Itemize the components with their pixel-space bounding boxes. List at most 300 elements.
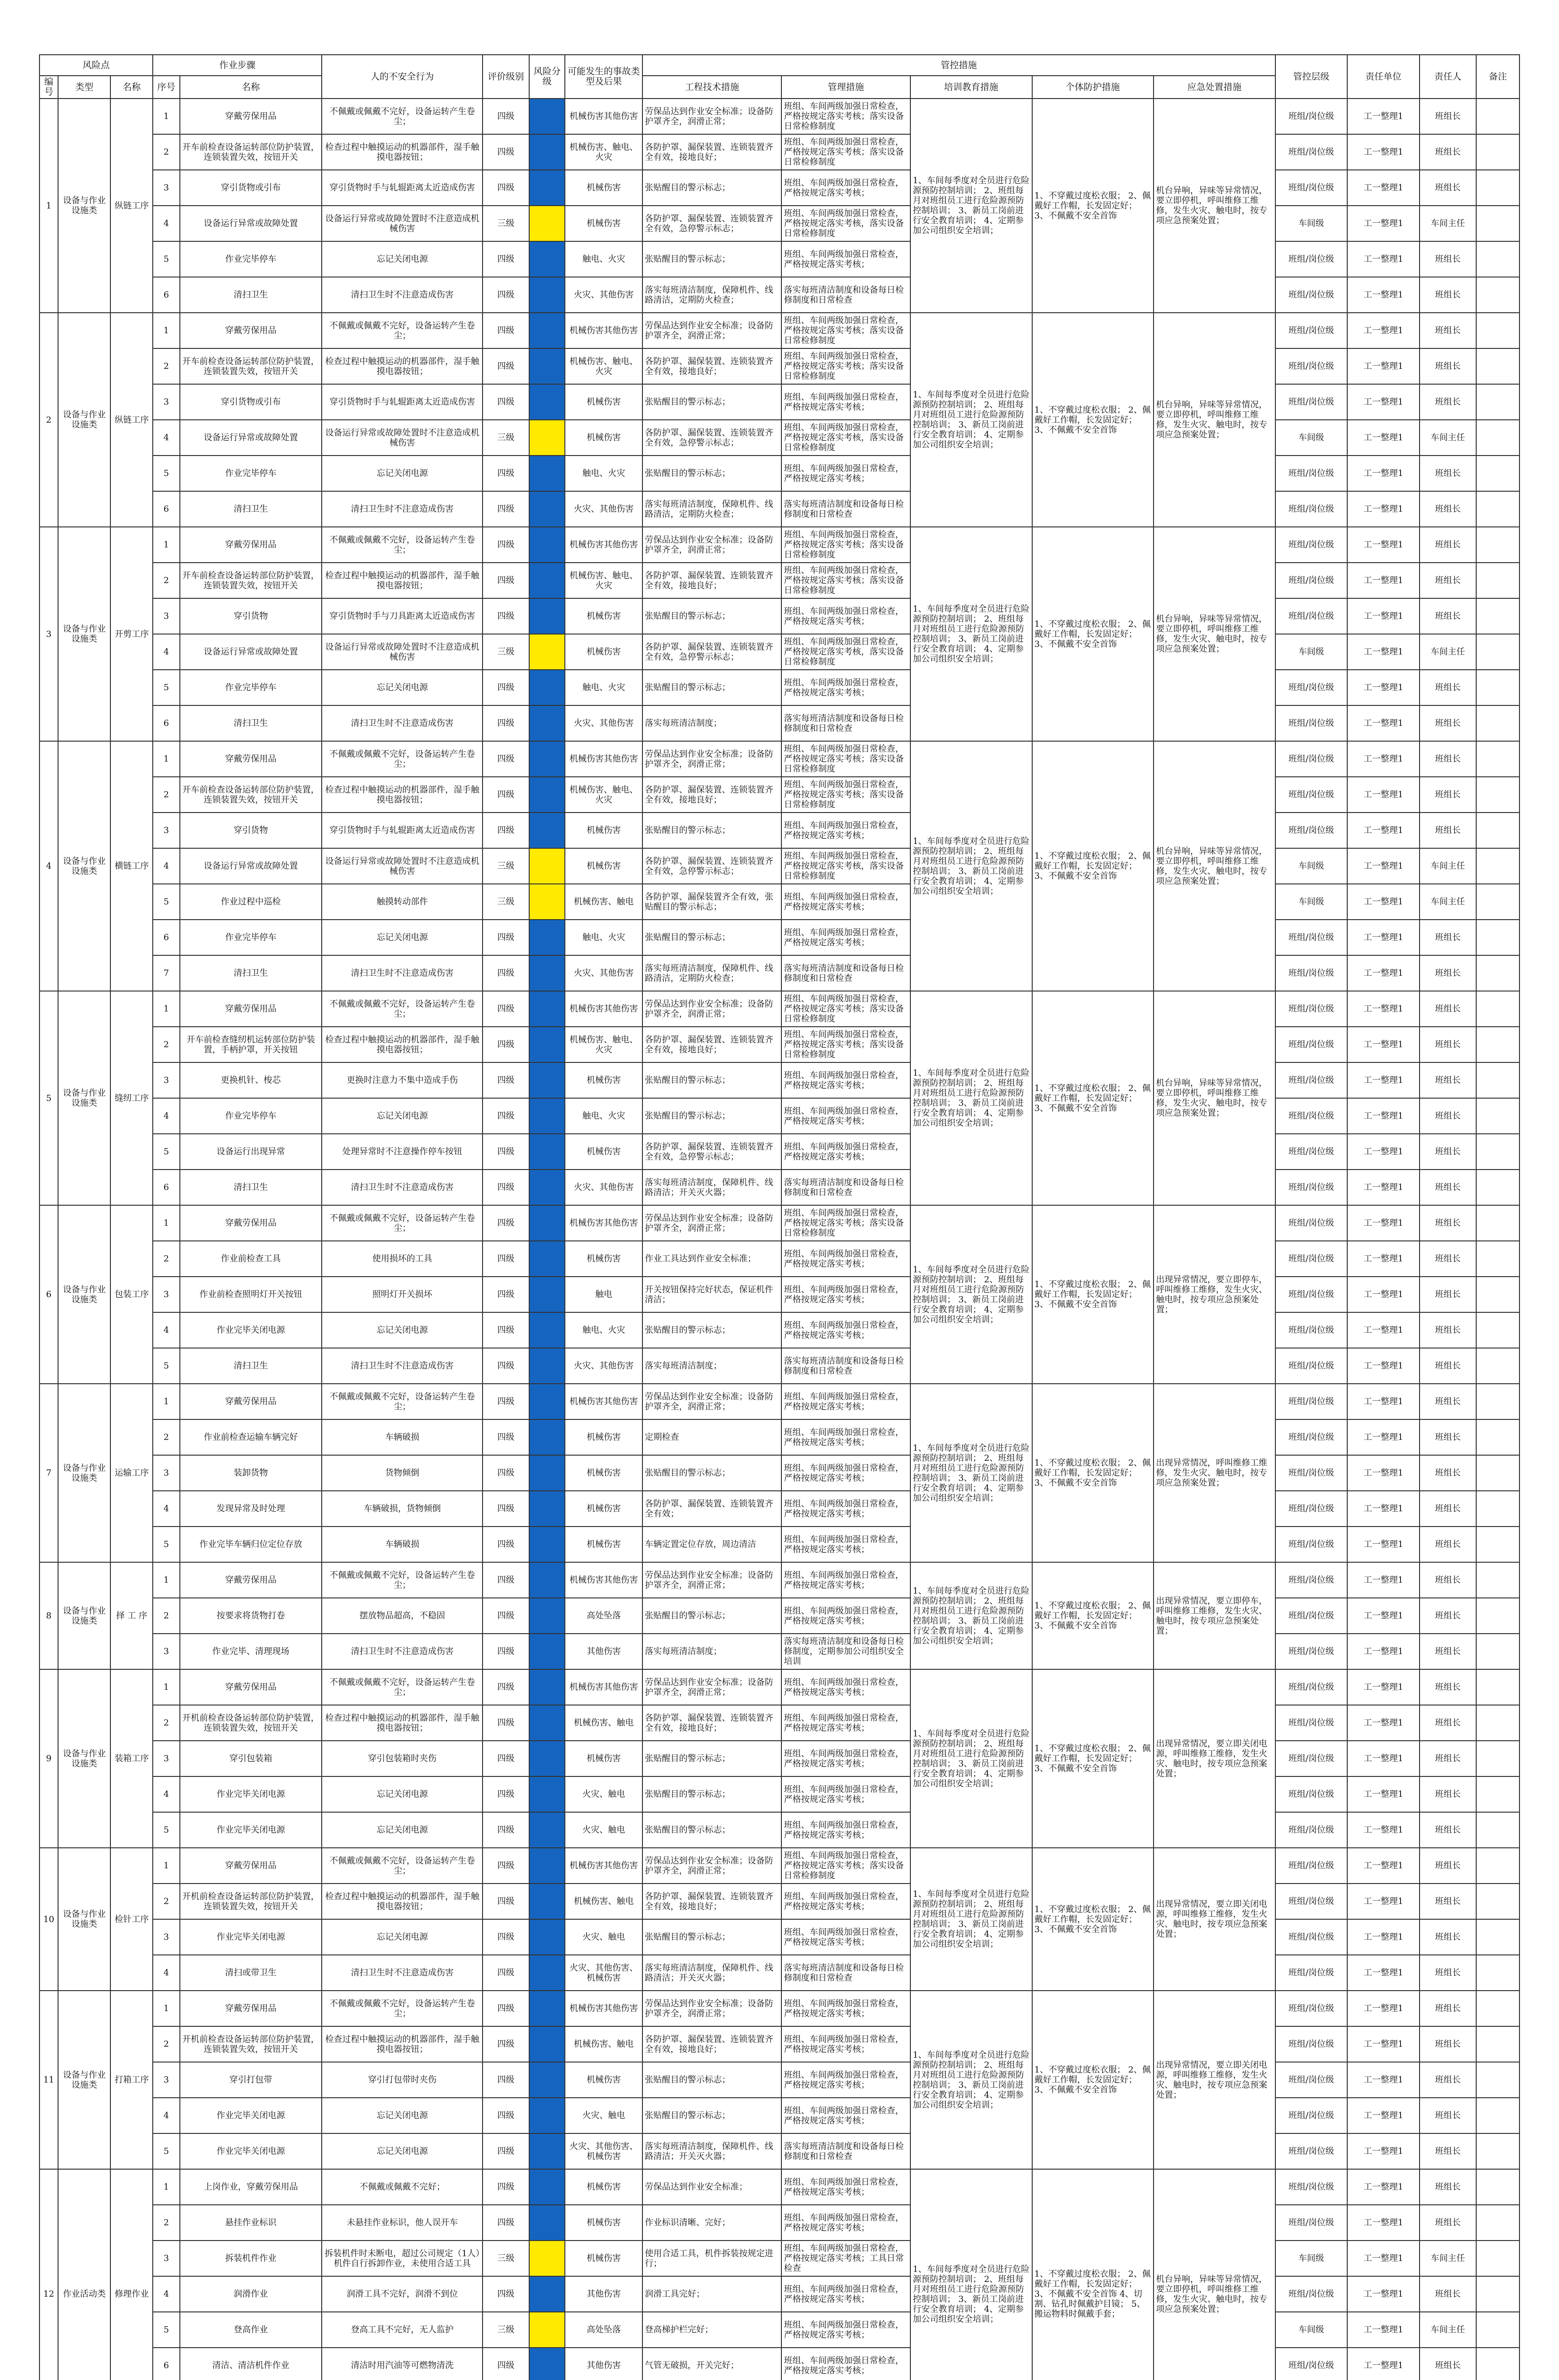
eval-level: 四级 xyxy=(483,920,529,955)
step-seq: 1 xyxy=(153,2169,179,2205)
table-row xyxy=(39,313,1520,348)
risk-color-cell xyxy=(529,2062,565,2098)
step-name: 作业前检查照明灯开关按钮 xyxy=(180,1277,322,1312)
eval-level: 四级 xyxy=(483,1741,529,1776)
engineering-measure: 劳保品达到作业安全标准；设备防护罩齐全，润滑正常； xyxy=(642,741,781,777)
remark xyxy=(1476,1634,1520,1669)
accident-type: 机械伤害 xyxy=(565,598,642,634)
responsible-unit: 工一整理1 xyxy=(1347,2205,1420,2241)
eval-level: 四级 xyxy=(483,813,529,848)
group-name: 缝纫工序 xyxy=(110,991,153,1205)
responsible-person: 班组长 xyxy=(1420,1205,1476,1241)
eval-level: 四级 xyxy=(483,1527,529,1562)
responsible-person: 班组长 xyxy=(1420,920,1476,955)
step-seq: 7 xyxy=(153,955,179,991)
eval-level: 四级 xyxy=(483,348,529,384)
step-seq: 4 xyxy=(153,1491,179,1527)
step-name: 作业过程中巡检 xyxy=(180,884,322,920)
responsible-unit: 工一整理1 xyxy=(1347,384,1420,420)
responsible-unit: 工一整理1 xyxy=(1347,2241,1420,2276)
step-name: 穿戴劳保用品 xyxy=(180,313,322,348)
control-level: 班组/岗位级 xyxy=(1275,491,1348,527)
step-seq: 1 xyxy=(153,1848,179,1884)
eval-level: 四级 xyxy=(483,1562,529,1598)
table-row xyxy=(39,1848,1520,1884)
engineering-measure: 各防护罩、漏保装置、连锁装置齐全有效，急停警示标志； xyxy=(642,848,781,884)
control-level: 班组/岗位级 xyxy=(1275,1884,1348,1919)
management-measure: 班组、车间两级加强日常检查，严格按规定落实考核； xyxy=(781,598,910,634)
ppe-measure: 1、不穿戴过度松衣服； 2、佩戴好工作帽，长发固定好； 3、不佩戴不安全首饰 xyxy=(1032,1669,1154,1848)
responsible-person: 班组长 xyxy=(1420,134,1476,170)
engineering-measure: 张贴醒目的警示标志； xyxy=(642,813,781,848)
responsible-person: 车间主任 xyxy=(1420,206,1476,241)
control-level: 班组/岗位级 xyxy=(1275,1205,1348,1241)
step-name: 穿戴劳保用品 xyxy=(180,1562,322,1598)
responsible-unit: 工一整理1 xyxy=(1347,1277,1420,1312)
step-seq: 1 xyxy=(153,1205,179,1241)
table-row xyxy=(39,1776,1520,1812)
table-row xyxy=(39,384,1520,420)
engineering-measure: 劳保品达到作业安全标准；设备防护罩齐全，润滑正常； xyxy=(642,1669,781,1705)
table-row xyxy=(39,527,1520,563)
eval-level: 三级 xyxy=(483,634,529,670)
risk-color-cell xyxy=(529,2312,565,2348)
training-measure: 1、车间每季度对全员进行危险源预防控制培训； 2、班组每月对班组员工进行危险源预防控制培训； 3、新员工岗前进行安全教育培训； 4、定期参加公司组织安全培训； xyxy=(910,1669,1032,1848)
responsible-unit: 工一整理1 xyxy=(1347,2062,1420,2098)
eval-level: 四级 xyxy=(483,1384,529,1419)
table-row xyxy=(39,170,1520,206)
unsafe-behavior: 清扫卫生时不注意造成伤害 xyxy=(322,1955,483,1991)
control-level: 班组/岗位级 xyxy=(1275,2348,1348,2380)
eval-level: 三级 xyxy=(483,2241,529,2276)
management-measure: 落实每班清洁制度和设备每日检修制度和日常检查 xyxy=(781,2133,910,2169)
accident-type: 其他伤害 xyxy=(565,1634,642,1669)
step-seq: 1 xyxy=(153,1562,179,1598)
control-level: 班组/岗位级 xyxy=(1275,1277,1348,1312)
risk-color-cell xyxy=(529,1348,565,1384)
engineering-measure: 张贴醒目的警示标志； xyxy=(642,1741,781,1776)
unsafe-behavior: 穿引包装箱时夹伤 xyxy=(322,1741,483,1776)
step-name: 上岗作业，穿戴劳保用品 xyxy=(180,2169,322,2205)
group-type: 设备与作业设施类 xyxy=(58,527,110,741)
group-name: 包装工序 xyxy=(110,1205,153,1384)
management-measure: 班组、车间两级加强日常检查，严格按规定落实考核；落实设备日常检修制度 xyxy=(781,1205,910,1241)
step-seq: 2 xyxy=(153,134,179,170)
engineering-measure: 张贴醒目的警示标志； xyxy=(642,598,781,634)
eval-level: 四级 xyxy=(483,277,529,313)
step-seq: 2 xyxy=(153,2026,179,2062)
step-seq: 5 xyxy=(153,2312,179,2348)
risk-color-cell xyxy=(529,991,565,1027)
responsible-person: 班组长 xyxy=(1420,1884,1476,1919)
eval-level: 三级 xyxy=(483,206,529,241)
step-name: 穿引货物或引布 xyxy=(180,384,322,420)
responsible-person: 班组长 xyxy=(1420,1848,1476,1884)
training-measure: 1、车间每季度对全员进行危险源预防控制培训； 2、班组每月对班组员工进行危险源预防控制培训； 3、新员工岗前进行安全教育培训； 4、定期参加公司组织安全培训； xyxy=(910,991,1032,1205)
step-seq: 4 xyxy=(153,1776,179,1812)
step-seq: 4 xyxy=(153,848,179,884)
header-training: 培训教育措施 xyxy=(910,76,1032,99)
responsible-person: 班组长 xyxy=(1420,2276,1476,2312)
eval-level: 三级 xyxy=(483,884,529,920)
remark xyxy=(1476,741,1520,777)
eval-level: 四级 xyxy=(483,1991,529,2026)
step-name: 穿戴劳保用品 xyxy=(180,1991,322,2026)
unsafe-behavior: 检查过程中触摸运动的机器部件，湿手触摸电器按钮； xyxy=(322,1027,483,1062)
control-level: 班组/岗位级 xyxy=(1275,705,1348,741)
step-seq: 5 xyxy=(153,241,179,277)
responsible-unit: 工一整理1 xyxy=(1347,1741,1420,1776)
engineering-measure: 张贴醒目的警示标志； xyxy=(642,670,781,705)
step-seq: 2 xyxy=(153,1241,179,1277)
table-row xyxy=(39,348,1520,384)
engineering-measure: 劳保品达到作业安全标准；设备防护罩齐全，润滑正常； xyxy=(642,313,781,348)
risk-color-cell xyxy=(529,277,565,313)
risk-color-cell xyxy=(529,2241,565,2276)
control-level: 班组/岗位级 xyxy=(1275,1705,1348,1741)
control-level: 班组/岗位级 xyxy=(1275,1741,1348,1776)
engineering-measure: 劳保品达到作业安全标准；设备防护罩齐全，润滑正常； xyxy=(642,1205,781,1241)
control-level: 班组/岗位级 xyxy=(1275,134,1348,170)
responsible-unit: 工一整理1 xyxy=(1347,1241,1420,1277)
accident-type: 火灾、其他伤害 xyxy=(565,955,642,991)
risk-color-cell xyxy=(529,741,565,777)
responsible-person: 班组长 xyxy=(1420,1955,1476,1991)
step-seq: 1 xyxy=(153,1669,179,1705)
control-level: 班组/岗位级 xyxy=(1275,2133,1348,2169)
remark xyxy=(1476,1669,1520,1705)
engineering-measure: 劳保品达到作业安全标准；设备防护罩齐全，润滑正常； xyxy=(642,1562,781,1598)
responsible-person: 班组长 xyxy=(1420,1776,1476,1812)
responsible-unit: 工一整理1 xyxy=(1347,1384,1420,1419)
responsible-person: 班组长 xyxy=(1420,170,1476,206)
responsible-unit: 工一整理1 xyxy=(1347,1348,1420,1384)
unsafe-behavior: 不佩戴或佩戴不完好，设备运转产生卷尘； xyxy=(322,991,483,1027)
accident-type: 火灾、其他伤害、机械伤害 xyxy=(565,1955,642,1991)
accident-type: 火灾、触电 xyxy=(565,1812,642,1848)
group-type: 设备与作业设施类 xyxy=(58,1991,110,2169)
remark xyxy=(1476,2026,1520,2062)
responsible-person: 班组长 xyxy=(1420,1098,1476,1134)
table-row xyxy=(39,670,1520,705)
step-name: 清扫卫生 xyxy=(180,1170,322,1205)
eval-level: 四级 xyxy=(483,1455,529,1491)
remark xyxy=(1476,1562,1520,1598)
responsible-person: 班组长 xyxy=(1420,741,1476,777)
group-no: 10 xyxy=(39,1848,58,1991)
engineering-measure: 车辆定置定位存放，周边清洁 xyxy=(642,1527,781,1562)
step-name: 开车前检查设备运转部位防护装置，连锁装置失效，按钮开关 xyxy=(180,348,322,384)
management-measure: 班组、车间两级加强日常检查，严格按规定落实考核； xyxy=(781,1419,910,1455)
accident-type: 机械伤害 xyxy=(565,1741,642,1776)
responsible-person: 班组长 xyxy=(1420,1277,1476,1312)
eval-level: 四级 xyxy=(483,1776,529,1812)
table-row xyxy=(39,456,1520,491)
table-row xyxy=(39,1348,1520,1384)
eval-level: 四级 xyxy=(483,1669,529,1705)
risk-color-cell xyxy=(529,1705,565,1741)
responsible-unit: 工一整理1 xyxy=(1347,2098,1420,2133)
engineering-measure: 落实每班清洁制度，保障机件、线路清洁，定期防火检查； xyxy=(642,955,781,991)
risk-color-cell xyxy=(529,134,565,170)
remark xyxy=(1476,1384,1520,1419)
remark xyxy=(1476,277,1520,313)
step-seq: 1 xyxy=(153,741,179,777)
step-seq: 2 xyxy=(153,1598,179,1634)
unsafe-behavior: 不佩戴或佩戴不完好，设备运转产生卷尘； xyxy=(322,1205,483,1241)
responsible-unit: 工一整理1 xyxy=(1347,1491,1420,1527)
table-row xyxy=(39,2241,1520,2276)
management-measure: 班组、车间两级加强日常检查，严格按规定落实考核；落实设备日常检修制度 xyxy=(781,99,910,134)
unsafe-behavior: 不佩戴或佩戴不完好，设备运转产生卷尘； xyxy=(322,99,483,134)
eval-level: 四级 xyxy=(483,491,529,527)
engineering-measure: 张贴醒目的警示标志； xyxy=(642,2062,781,2098)
group-type: 设备与作业设施类 xyxy=(58,313,110,527)
accident-type: 机械伤害 xyxy=(565,813,642,848)
unsafe-behavior: 货物倾倒 xyxy=(322,1455,483,1491)
step-name: 悬挂作业标识 xyxy=(180,2205,322,2241)
table-row xyxy=(39,2205,1520,2241)
unsafe-behavior: 清扫卫生时不注意造成伤害 xyxy=(322,277,483,313)
step-name: 穿戴劳保用品 xyxy=(180,99,322,134)
responsible-unit: 工一整理1 xyxy=(1347,277,1420,313)
unsafe-behavior: 忘记关闭电源 xyxy=(322,241,483,277)
control-level: 班组/岗位级 xyxy=(1275,777,1348,813)
responsible-person: 班组长 xyxy=(1420,705,1476,741)
unsafe-behavior: 忘记关闭电源 xyxy=(322,1919,483,1955)
group-no: 1 xyxy=(39,99,58,313)
engineering-measure: 各防护罩、漏保装置、连锁装置齐全有效，接地良好； xyxy=(642,348,781,384)
eval-level: 四级 xyxy=(483,134,529,170)
control-level: 车间级 xyxy=(1275,848,1348,884)
responsible-person: 班组长 xyxy=(1420,1741,1476,1776)
eval-level: 四级 xyxy=(483,384,529,420)
risk-color-cell xyxy=(529,1098,565,1134)
management-measure: 落实每班清洁制度和设备每日检修制度和日常检查 xyxy=(781,277,910,313)
accident-type: 触电 xyxy=(565,1277,642,1312)
accident-type: 机械伤害 xyxy=(565,1134,642,1170)
remark xyxy=(1476,1241,1520,1277)
step-name: 开车前检查设备运转部位防护装置，连锁装置失效，按钮开关 xyxy=(180,563,322,598)
risk-color-cell xyxy=(529,1776,565,1812)
remark xyxy=(1476,670,1520,705)
group-no: 5 xyxy=(39,991,58,1205)
eval-level: 四级 xyxy=(483,313,529,348)
unsafe-behavior: 忘记关闭电源 xyxy=(322,1098,483,1134)
management-measure: 班组、车间两级加强日常检查，严格按规定落实考核；工具日常检查 xyxy=(781,2241,910,2276)
step-name: 开机前检查设备运转部位防护装置，连锁装置失效，按钮开关 xyxy=(180,2026,322,2062)
control-level: 班组/岗位级 xyxy=(1275,955,1348,991)
management-measure: 班组、车间两级加强日常检查，严格按规定落实考核； xyxy=(781,884,910,920)
table-row xyxy=(39,1634,1520,1669)
unsafe-behavior: 检查过程中触摸运动的机器部件，湿手触摸电器按钮； xyxy=(322,348,483,384)
header-management: 管理措施 xyxy=(781,76,910,99)
table-row xyxy=(39,134,1520,170)
remark xyxy=(1476,848,1520,884)
step-name: 清扫卫生 xyxy=(180,1348,322,1384)
risk-color-cell xyxy=(529,634,565,670)
accident-type: 机械伤害 xyxy=(565,2062,642,2098)
step-name: 清洁、清洁机件作业 xyxy=(180,2348,322,2380)
engineering-measure: 各防护罩、漏保装置、连锁装置齐全有效； xyxy=(642,1491,781,1527)
table-row xyxy=(39,884,1520,920)
engineering-measure: 润滑工具完好； xyxy=(642,2276,781,2312)
eval-level: 四级 xyxy=(483,1634,529,1669)
accident-type: 触电、火灾 xyxy=(565,920,642,955)
responsible-person: 班组长 xyxy=(1420,277,1476,313)
step-name: 清扫或带卫生 xyxy=(180,1955,322,1991)
management-measure: 班组、车间两级加强日常检查，严格按规定落实考核； xyxy=(781,1241,910,1277)
unsafe-behavior: 清扫卫生时不注意造成伤害 xyxy=(322,955,483,991)
remark xyxy=(1476,813,1520,848)
remark xyxy=(1476,1491,1520,1527)
accident-type: 机械伤害 xyxy=(565,420,642,456)
unsafe-behavior: 设备运行异常或故障处置时不注意造成机械伤害 xyxy=(322,206,483,241)
responsible-person: 班组长 xyxy=(1420,1598,1476,1634)
unsafe-behavior: 清扫卫生时不注意造成伤害 xyxy=(322,705,483,741)
responsible-person: 班组长 xyxy=(1420,2133,1476,2169)
management-measure: 班组、车间两级加强日常检查，严格按规定落实考核，落实设备日常检修制度 xyxy=(781,848,910,884)
group-no: 12 xyxy=(39,2169,58,2380)
remark xyxy=(1476,170,1520,206)
training-measure: 1、车间每季度对全员进行危险源预防控制培训； 2、班组每月对班组员工进行危险源预防控制培训； 3、新员工岗前进行安全教育培训； 4、定期参加公司组织安全培训； xyxy=(910,741,1032,991)
risk-color-cell xyxy=(529,99,565,134)
table-row xyxy=(39,420,1520,456)
engineering-measure: 张贴醒目的警示标志； xyxy=(642,1455,781,1491)
group-type: 设备与作业设施类 xyxy=(58,1848,110,1991)
eval-level: 四级 xyxy=(483,705,529,741)
header-unsafe-behavior: 人的不安全行为 xyxy=(322,55,483,99)
accident-type: 高处坠落 xyxy=(565,2312,642,2348)
control-level: 班组/岗位级 xyxy=(1275,2098,1348,2133)
step-seq: 3 xyxy=(153,170,179,206)
step-seq: 4 xyxy=(153,634,179,670)
remark xyxy=(1476,99,1520,134)
engineering-measure: 张贴醒目的警示标志； xyxy=(642,384,781,420)
management-measure: 班组、车间两级加强日常检查，严格按规定落实考核； xyxy=(781,1669,910,1705)
responsible-person: 班组长 xyxy=(1420,1241,1476,1277)
header-step-name: 名称 xyxy=(180,76,322,99)
table-row xyxy=(39,777,1520,813)
table-row xyxy=(39,1134,1520,1170)
emergency-measure: 出现异常情况，要立即停车，呼叫维修工维修，发生火灾、触电时，按专项应急预案处置； xyxy=(1154,1562,1275,1669)
management-measure: 班组、车间两级加强日常检查，严格按规定落实考核； xyxy=(781,1134,910,1170)
remark xyxy=(1476,527,1520,563)
accident-type: 机械伤害、触电 xyxy=(565,2026,642,2062)
accident-type: 机械伤害、触电、火灾 xyxy=(565,777,642,813)
step-name: 穿引货物或引布 xyxy=(180,170,322,206)
accident-type: 火灾、其他伤害 xyxy=(565,277,642,313)
responsible-person: 班组长 xyxy=(1420,563,1476,598)
management-measure: 班组、车间两级加强日常检查，严格按规定落实考核； xyxy=(781,2312,910,2348)
risk-color-cell xyxy=(529,1455,565,1491)
step-name: 设备运行异常或故障处置 xyxy=(180,634,322,670)
responsible-unit: 工一整理1 xyxy=(1347,313,1420,348)
engineering-measure: 各防护罩、漏保装置、连锁装置齐全有效，接地良好； xyxy=(642,777,781,813)
responsible-unit: 工一整理1 xyxy=(1347,1419,1420,1455)
engineering-measure: 各防护罩、漏保装置、连锁装置齐全有效，接地良好； xyxy=(642,1884,781,1919)
responsible-unit: 工一整理1 xyxy=(1347,991,1420,1027)
remark xyxy=(1476,420,1520,456)
control-level: 班组/岗位级 xyxy=(1275,1919,1348,1955)
engineering-measure: 作业标识清晰、完好； xyxy=(642,2205,781,2241)
control-level: 班组/岗位级 xyxy=(1275,1527,1348,1562)
responsible-person: 车间主任 xyxy=(1420,420,1476,456)
unsafe-behavior: 车辆破损，货物倾倒 xyxy=(322,1491,483,1527)
remark xyxy=(1476,1134,1520,1170)
risk-color-cell xyxy=(529,1884,565,1919)
unsafe-behavior: 清扫卫生时不注意造成伤害 xyxy=(322,1634,483,1669)
emergency-measure: 出现异常情况，要立即关闭电源，呼叫维修工维修，发生火灾、触电时，按专项应急预案处置； xyxy=(1154,1991,1275,2169)
unsafe-behavior: 穿引货物时手与轧辊距离太近造成伤害 xyxy=(322,813,483,848)
step-name: 开车前检查缝纫机运转部位防护装置，手柄护罩，开关按钮 xyxy=(180,1027,322,1062)
table-row xyxy=(39,705,1520,741)
remark xyxy=(1476,1098,1520,1134)
step-name: 穿戴劳保用品 xyxy=(180,1384,322,1419)
responsible-unit: 工一整理1 xyxy=(1347,1205,1420,1241)
accident-type: 火灾、其他伤害、机械伤害 xyxy=(565,2133,642,2169)
accident-type: 机械伤害、触电、火灾 xyxy=(565,348,642,384)
ppe-measure: 1、不穿戴过度松衣服； 2、佩戴好工作帽，长发固定好； 3、不佩戴不安全首饰 xyxy=(1032,1562,1154,1669)
unsafe-behavior: 忘记关闭电源 xyxy=(322,2133,483,2169)
responsible-person: 班组长 xyxy=(1420,1562,1476,1598)
header-no: 编号 xyxy=(39,76,58,99)
eval-level: 三级 xyxy=(483,848,529,884)
control-level: 班组/岗位级 xyxy=(1275,1241,1348,1277)
control-level: 车间级 xyxy=(1275,2241,1348,2276)
responsible-person: 班组长 xyxy=(1420,991,1476,1027)
responsible-unit: 工一整理1 xyxy=(1347,777,1420,813)
responsible-person: 班组长 xyxy=(1420,1669,1476,1705)
responsible-unit: 工一整理1 xyxy=(1347,1098,1420,1134)
management-measure: 班组、车间两级加强日常检查，严格按规定落实考核；落实设备日常检修制度 xyxy=(781,1848,910,1884)
accident-type: 高处坠落 xyxy=(565,1598,642,1634)
risk-color-cell xyxy=(529,1634,565,1669)
remark xyxy=(1476,1455,1520,1491)
risk-color-cell xyxy=(529,527,565,563)
control-level: 班组/岗位级 xyxy=(1275,1384,1348,1419)
management-measure: 班组、车间两级加强日常检查，严格按规定落实考核； xyxy=(781,1991,910,2026)
step-seq: 3 xyxy=(153,1277,179,1312)
step-seq: 1 xyxy=(153,99,179,134)
eval-level: 四级 xyxy=(483,777,529,813)
accident-type: 机械伤害 xyxy=(565,2241,642,2276)
unsafe-behavior: 不佩戴或佩戴不完好，设备运转产生卷尘； xyxy=(322,741,483,777)
responsible-unit: 工一整理1 xyxy=(1347,741,1420,777)
table-row xyxy=(39,920,1520,955)
responsible-unit: 工一整理1 xyxy=(1347,884,1420,920)
step-name: 穿戴劳保用品 xyxy=(180,527,322,563)
responsible-unit: 工一整理1 xyxy=(1347,1134,1420,1170)
step-name: 穿戴劳保用品 xyxy=(180,1669,322,1705)
step-seq: 3 xyxy=(153,813,179,848)
step-seq: 2 xyxy=(153,348,179,384)
responsible-unit: 工一整理1 xyxy=(1347,1598,1420,1634)
group-name: 纵链工序 xyxy=(110,99,153,313)
table-row xyxy=(39,2169,1520,2205)
risk-color-cell xyxy=(529,848,565,884)
engineering-measure: 各防护罩、漏保装置、连锁装置齐全有效，接地良好； xyxy=(642,563,781,598)
group-name: 纵链工序 xyxy=(110,313,153,527)
management-measure: 班组、车间两级加强日常检查，严格按规定落实考核； xyxy=(781,1884,910,1919)
accident-type: 机械伤害 xyxy=(565,848,642,884)
remark xyxy=(1476,777,1520,813)
remark xyxy=(1476,705,1520,741)
risk-color-cell xyxy=(529,705,565,741)
step-name: 作业完毕关闭电源 xyxy=(180,2098,322,2133)
group-name: 开剪工序 xyxy=(110,527,153,741)
group-no: 8 xyxy=(39,1562,58,1669)
